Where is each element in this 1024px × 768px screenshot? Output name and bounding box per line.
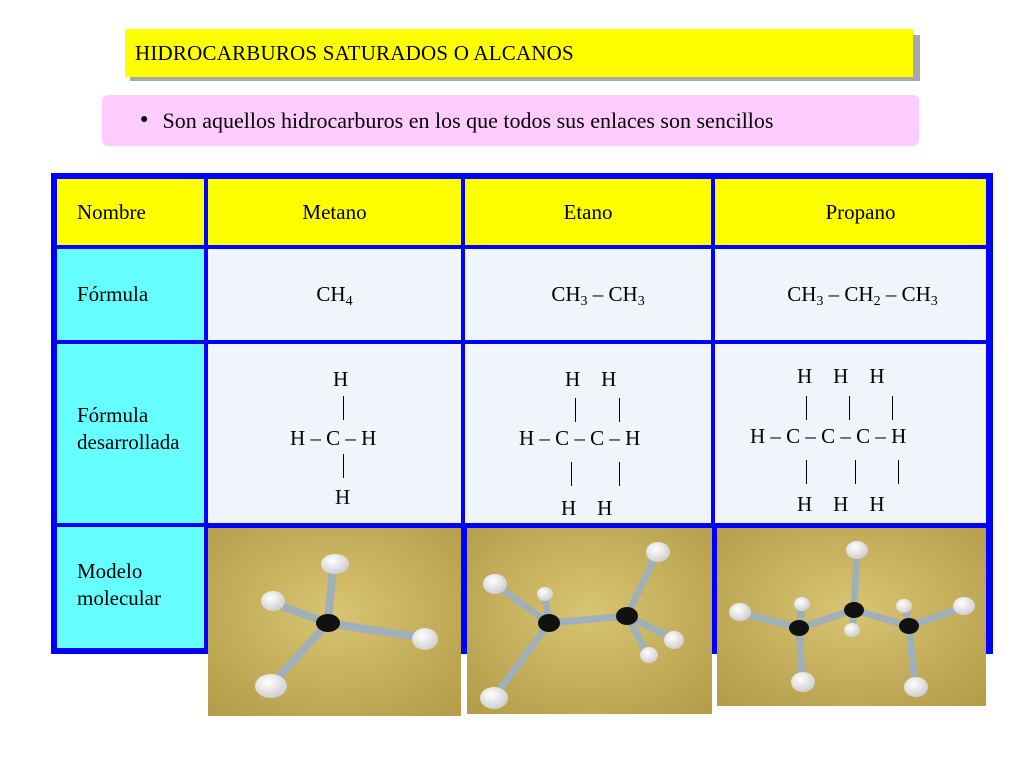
bond-line [892,396,893,420]
formula-etano-text [551,282,644,307]
formula-etano [465,249,711,340]
header-nombre [57,179,204,245]
bond-line [806,396,807,420]
structure-bottom-h: H H [561,496,613,520]
formula-metano [208,249,461,340]
bond-line [619,398,620,422]
structure-middle: H – C – H [290,426,377,450]
header-metano [208,179,461,245]
propane-model-drawing [717,528,986,706]
row-label-modelo [57,527,204,648]
row-label-desarrollada [57,344,204,523]
structure-propano [715,344,986,523]
formula-metano-text [316,282,352,307]
bullet-icon: ● [140,111,149,127]
row-label-modelo-line2: molecular [77,586,161,611]
header-nombre-label: Nombre [77,199,146,224]
formula-subscript: 3 [580,294,588,309]
formula-part: CH [901,282,931,306]
structure-bottom-h: H H H [797,492,885,516]
bond-line [849,396,850,420]
definition-text: Son aquellos hidrocarburos en los que todos sus enlaces son sencillos [162,107,774,133]
header-propano-label: Propano [825,199,896,224]
header-etano-label: Etano [563,199,613,224]
methane-model-image [208,528,461,716]
formula-part: CH [316,282,346,306]
bond-line [619,462,620,486]
header-metano-label: Metano [302,199,367,224]
row-label-formula-text: Fórmula [77,282,149,306]
row-label-formula [57,249,204,340]
row-label-desarrollada-line2: desarrollada [77,430,180,455]
formula-part: CH [844,282,874,306]
structure-bottom-h: H [335,485,351,509]
propane-model-image [717,528,986,706]
row-label-modelo-line1: Modelo [77,559,143,583]
structure-metano [208,344,461,523]
formula-subscript: 2 [873,294,881,309]
formula-bond: – [587,282,609,306]
bond-line [343,454,344,478]
row-label-desarrollada-line1: Fórmula [77,403,149,427]
formula-subscript: 4 [345,294,353,309]
ethane-model-drawing [467,528,712,714]
formula-propano-text [787,282,938,307]
bond-line [855,460,856,484]
formula-subscript: 3 [637,294,645,309]
formula-part: CH [551,282,581,306]
formula-subscript: 3 [816,294,824,309]
formula-bond: – [880,282,902,306]
definition-box [102,95,919,146]
methane-model-drawing [208,528,461,716]
formula-subscript: 3 [930,294,938,309]
structure-middle: H – C – C – H [519,426,641,450]
bond-line [571,462,572,486]
page-title [125,29,913,77]
structure-top-h: H H H [797,364,885,388]
formula-propano [715,249,986,340]
ethane-model-image [467,528,712,714]
page-title-text: HIDROCARBUROS SATURADOS O ALCANOS [135,40,574,65]
bond-line [898,460,899,484]
structure-etano [465,344,711,523]
structure-top-h: H [333,367,349,391]
bond-line [806,460,807,484]
formula-part: CH [608,282,638,306]
structure-middle: H – C – C – C – H [750,424,907,448]
formula-part: CH [787,282,817,306]
formula-bond: – [823,282,845,306]
structure-top-h: H H [565,367,617,391]
bond-line [575,398,576,422]
bond-line [343,396,344,420]
header-propano [715,179,986,245]
header-etano [465,179,711,245]
